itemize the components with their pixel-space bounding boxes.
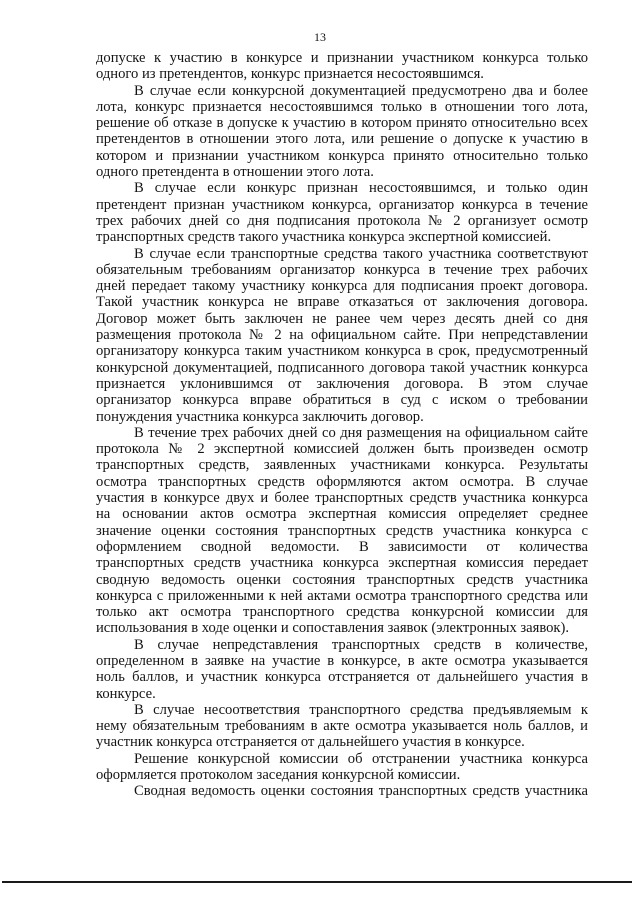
text-line: оформляется протоколом заседания конкурсной комиссии.: [96, 767, 461, 784]
text-line: дней передает такому участнику конкурса для подписания проект договора.: [96, 278, 588, 295]
text-line: организатор конкурса вправе обратиться в суд с иском о требовании: [96, 392, 588, 409]
document-body: [96, 50, 588, 800]
paragraph: [96, 180, 588, 245]
paragraph: [96, 783, 588, 799]
text-line: понуждения участника конкурса заключить договор.: [96, 408, 424, 425]
text-line: В случае если конкурсной документацией предусмотрено два и более: [134, 82, 588, 99]
text-line: В случае непредставления транспортных средств в количестве,: [134, 636, 588, 653]
paragraph: [96, 50, 588, 83]
text-line: Сводная ведомость оценки состояния транспортных средств участника: [134, 783, 588, 800]
text-line: транспортных средств, заявленных участниками конкурса. Результаты: [96, 457, 588, 474]
text-line: на основании актов осмотра экспертная комиссия определяет среднее: [96, 506, 588, 523]
text-line: решение об отказе в допуске к участию в котором принято относительно всех: [96, 115, 588, 132]
text-line: участник конкурса отстраняется от дальнейшего участия в конкурсе.: [96, 734, 525, 751]
text-line: В случае несоответствия транспортного средства предъявляемым к: [134, 701, 588, 718]
paragraph: [96, 637, 588, 702]
text-line: лота, конкурс признается несостоявшимся только в отношении того лота,: [96, 98, 588, 115]
text-line: оформлением сводной ведомости. В зависимости от количества: [96, 538, 588, 555]
text-line: котором и признании участником конкурса принято относительно только: [96, 147, 588, 164]
text-line: участия в конкурсе двух и более транспортных средств участника конкурса: [96, 490, 588, 507]
paragraph: [96, 702, 588, 751]
text-line: обязательным требованиям организатор конкурса в течение трех рабочих: [96, 261, 588, 278]
text-line: В случае если транспортные средства такого участника соответствуют: [134, 245, 588, 262]
paragraph: [96, 83, 588, 181]
text-line: В случае если конкурс признан несостоявшимся, и только один: [134, 180, 588, 197]
text-line: трех рабочих дней со дня подписания протокола № 2 организует осмотр: [96, 212, 588, 229]
text-line: Решение конкурсной комиссии об отстранении участника конкурса: [134, 750, 588, 767]
text-line: размещения протокола № 2 на официальном сайте. При непредставлении: [96, 327, 588, 344]
paragraph: [96, 246, 588, 425]
text-line: только акт осмотра транспортного средства конкурсной комиссии для: [96, 604, 588, 621]
text-line: конкурсе.: [96, 685, 156, 702]
text-line: претендент признан участником конкурса, организатор конкурса в течение: [96, 196, 588, 213]
text-line: организатору конкурса таким участником конкурса в срок, предусмотренный: [96, 343, 588, 360]
text-line: конкурса с приложенными к ней актами осмотра транспортного средства или: [96, 587, 588, 604]
text-line: ноль баллов, и участник конкурса отстраняется от дальнейшего участия в: [96, 669, 588, 686]
text-line: сводную ведомость оценки состояния транспортных средств участника: [96, 571, 588, 588]
text-line: значение оценки состояния транспортных средств участника конкурса с: [96, 522, 588, 539]
text-line: одного претендента в отношении этого лота.: [96, 164, 374, 181]
page-bottom-rule: [2, 881, 632, 883]
text-line: допуске к участию в конкурсе и признании участником конкурса только: [96, 50, 588, 66]
page-number: 13: [314, 30, 326, 44]
text-line: признается уклонившимся от заключения договора. В этом случае: [96, 375, 588, 392]
paragraph: [96, 751, 588, 784]
text-line: Такой участник конкурса не вправе отказаться от заключения договора.: [96, 294, 588, 311]
text-line: использования в ходе оценки и сопоставления заявок (электронных заявок).: [96, 620, 570, 637]
text-line: Договор может быть заключен не ранее чем через десять дней со дня: [96, 310, 588, 327]
text-line: нему обязательным требованиям в акте осмотра указывается ноль баллов, и: [96, 718, 588, 735]
paragraph: [96, 425, 588, 637]
text-line: осмотра транспортных средств оформляются актом осмотра. В случае: [96, 473, 588, 490]
text-line: транспортных средств такого участника конкурса экспертной комиссией.: [96, 229, 552, 246]
text-line: определенном в заявке на участие в конкурсе, в акте осмотра указывается: [96, 652, 588, 669]
text-line: транспортных средств участника конкурса экспертная комиссия передает: [96, 555, 588, 572]
text-line: конкурсной документацией, подписанного договора такой участник конкурса: [96, 359, 588, 376]
text-line: протокола № 2 экспертной комиссией должен быть произведен осмотр: [96, 441, 588, 458]
text-line: одного из претендентов, конкурс признается несостоявшимся.: [96, 66, 484, 83]
text-line: В течение трех рабочих дней со дня размещения на официальном сайте: [134, 424, 588, 441]
text-line: претендентов в отношении этого лота, или решение о допуске к участию в: [96, 131, 588, 148]
